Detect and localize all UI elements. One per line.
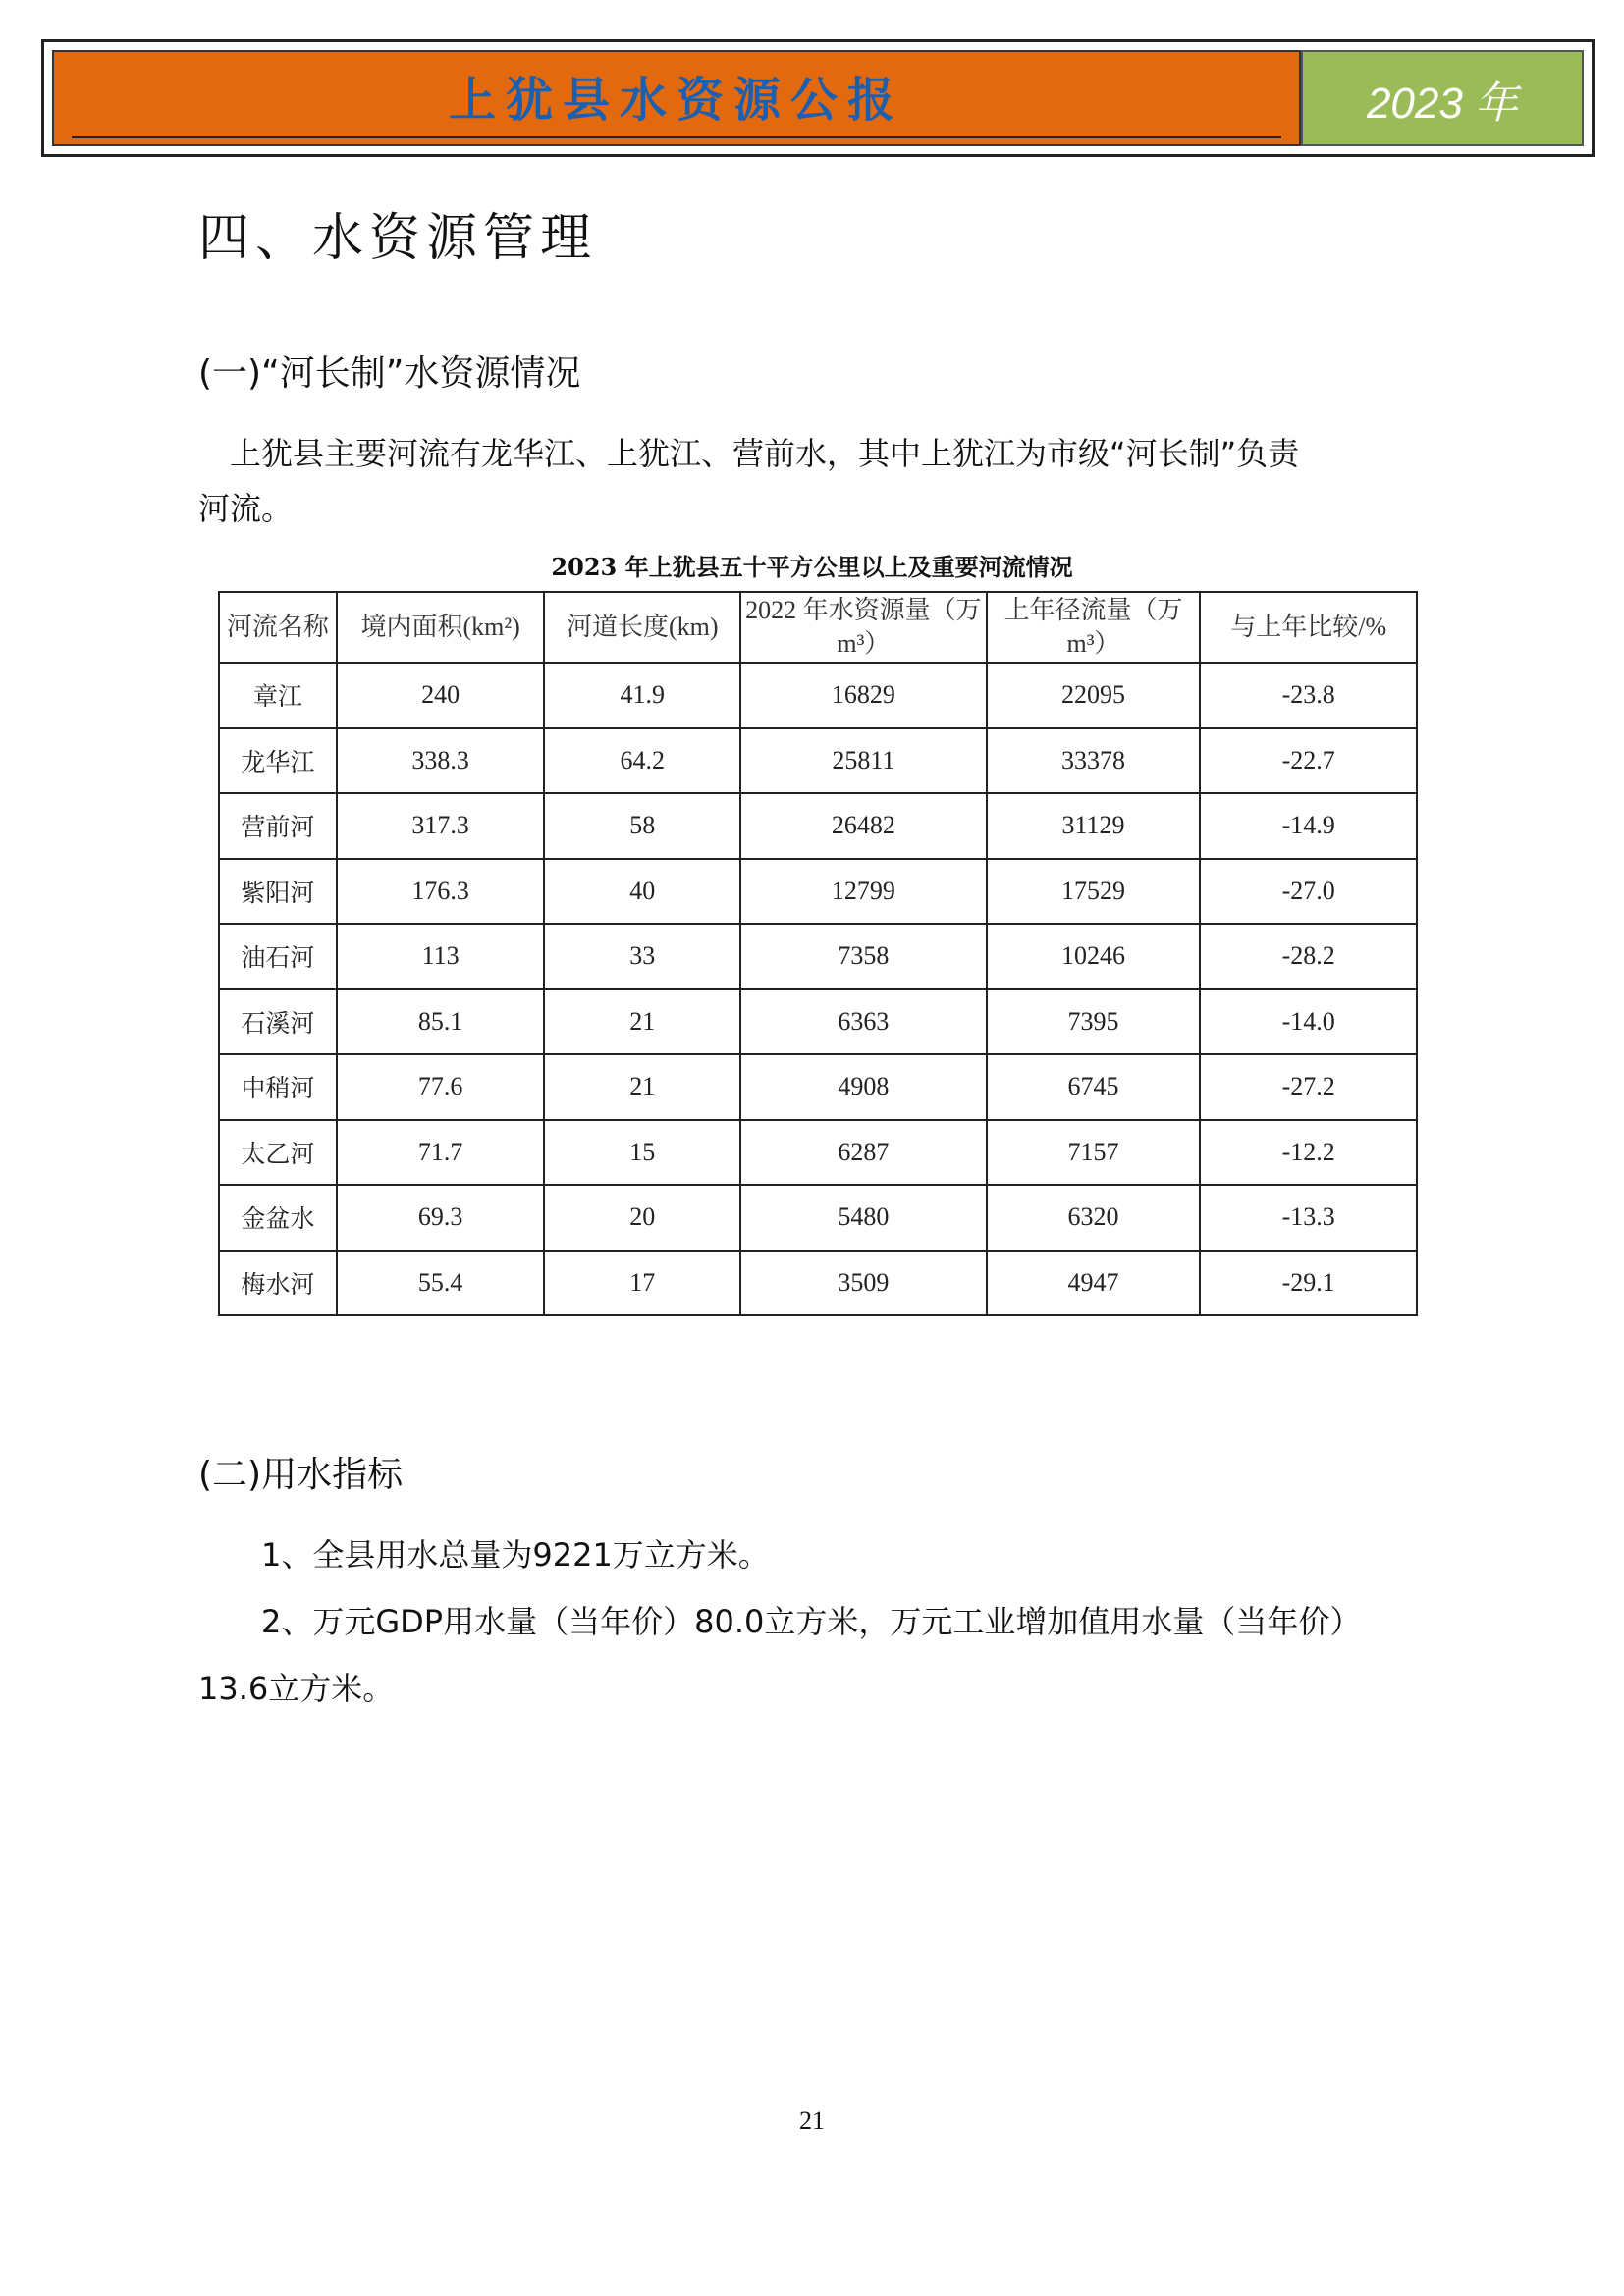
cell-area: 55.4 [337, 1251, 545, 1316]
cell-area: 69.3 [337, 1185, 545, 1251]
bulletin-year: 2023 年 [1366, 80, 1519, 128]
cell-change: -28.2 [1200, 924, 1417, 989]
cell-river-name: 梅水河 [219, 1251, 337, 1316]
cell-river-name: 中稍河 [219, 1054, 337, 1120]
cell-resource: 5480 [740, 1185, 987, 1251]
cell-runoff: 7395 [987, 989, 1201, 1055]
cell-change: -22.7 [1200, 728, 1417, 794]
cell-runoff: 22095 [987, 663, 1201, 728]
header-length: 河道长度(km) [544, 592, 740, 663]
header-river-name: 河流名称 [219, 592, 337, 663]
cell-change: -14.0 [1200, 989, 1417, 1055]
subsection-title-water-use: (二)用水指标 [198, 1455, 404, 1495]
cell-area: 113 [337, 924, 545, 989]
table-row [219, 1251, 1417, 1316]
cell-runoff: 33378 [987, 728, 1201, 794]
cell-area: 338.3 [337, 728, 545, 794]
water-use-item-2: 2、万元GDP用水量（当年价）80.0立方米，万元工业增加值用水量（当年价） [261, 1603, 1362, 1640]
cell-length: 15 [544, 1120, 740, 1186]
cell-runoff: 6745 [987, 1054, 1201, 1120]
cell-change: -27.0 [1200, 859, 1417, 925]
table-caption: 2023 年上犹县五十平方公里以上及重要河流情况 [551, 553, 1073, 581]
cell-river-name: 紫阳河 [219, 859, 337, 925]
cell-length: 33 [544, 924, 740, 989]
cell-length: 20 [544, 1185, 740, 1251]
river-table [218, 591, 1418, 1316]
cell-change: -14.9 [1200, 793, 1417, 859]
header-year-band [1301, 50, 1584, 146]
cell-resource: 7358 [740, 924, 987, 989]
cell-length: 21 [544, 989, 740, 1055]
cell-area: 77.6 [337, 1054, 545, 1120]
header-title-band [52, 50, 1301, 146]
cell-area: 240 [337, 663, 545, 728]
cell-river-name: 龙华江 [219, 728, 337, 794]
cell-area: 85.1 [337, 989, 545, 1055]
paragraph-line: 上犹县主要河流有龙华江、上犹江、营前水，其中上犹江为市级“河长制”负责 [230, 435, 1300, 472]
cell-river-name: 金盆水 [219, 1185, 337, 1251]
paragraph-line: 河流。 [198, 490, 294, 527]
table-header-row [219, 592, 1417, 663]
cell-change: -27.2 [1200, 1054, 1417, 1120]
cell-resource: 3509 [740, 1251, 987, 1316]
header-change: 与上年比较/% [1200, 592, 1417, 663]
cell-runoff: 7157 [987, 1120, 1201, 1186]
cell-river-name: 营前河 [219, 793, 337, 859]
table-row [219, 793, 1417, 859]
subsection-title-river-chief: (一)“河长制”水资源情况 [198, 353, 581, 394]
table-row [219, 1054, 1417, 1120]
cell-area: 71.7 [337, 1120, 545, 1186]
cell-resource: 4908 [740, 1054, 987, 1120]
cell-runoff: 6320 [987, 1185, 1201, 1251]
cell-length: 21 [544, 1054, 740, 1120]
cell-length: 17 [544, 1251, 740, 1316]
table-row [219, 989, 1417, 1055]
cell-river-name: 石溪河 [219, 989, 337, 1055]
cell-resource: 16829 [740, 663, 987, 728]
cell-river-name: 章江 [219, 663, 337, 728]
water-use-item-2-continued: 13.6立方米。 [198, 1670, 395, 1707]
cell-runoff: 10246 [987, 924, 1201, 989]
cell-runoff: 17529 [987, 859, 1201, 925]
cell-length: 64.2 [544, 728, 740, 794]
page-number: 21 [799, 2107, 825, 2135]
table-row [219, 728, 1417, 794]
cell-resource: 6287 [740, 1120, 987, 1186]
cell-resource: 6363 [740, 989, 987, 1055]
cell-length: 40 [544, 859, 740, 925]
header-rule [72, 136, 1281, 138]
table-row [219, 1120, 1417, 1186]
cell-runoff: 4947 [987, 1251, 1201, 1316]
cell-area: 176.3 [337, 859, 545, 925]
table-row [219, 1185, 1417, 1251]
section-title: 四、水资源管理 [198, 209, 598, 268]
cell-length: 58 [544, 793, 740, 859]
header-resource: 2022 年水资源量（万 m³） [740, 592, 987, 663]
cell-change: -13.3 [1200, 1185, 1417, 1251]
water-use-item-1: 1、全县用水总量为9221万立方米。 [261, 1536, 770, 1574]
cell-change: -23.8 [1200, 663, 1417, 728]
header-runoff: 上年径流量（万 m³） [987, 592, 1201, 663]
cell-resource: 25811 [740, 728, 987, 794]
cell-river-name: 太乙河 [219, 1120, 337, 1186]
bulletin-title: 上犹县水资源公报 [448, 73, 904, 128]
cell-river-name: 油石河 [219, 924, 337, 989]
cell-area: 317.3 [337, 793, 545, 859]
header-area: 境内面积(km²) [337, 592, 545, 663]
cell-length: 41.9 [544, 663, 740, 728]
table-row [219, 663, 1417, 728]
cell-resource: 26482 [740, 793, 987, 859]
cell-resource: 12799 [740, 859, 987, 925]
table-row [219, 924, 1417, 989]
cell-change: -12.2 [1200, 1120, 1417, 1186]
page-header [41, 39, 1595, 157]
table-row [219, 859, 1417, 925]
cell-change: -29.1 [1200, 1251, 1417, 1316]
river-chief-paragraph [198, 426, 1426, 536]
cell-runoff: 31129 [987, 793, 1201, 859]
